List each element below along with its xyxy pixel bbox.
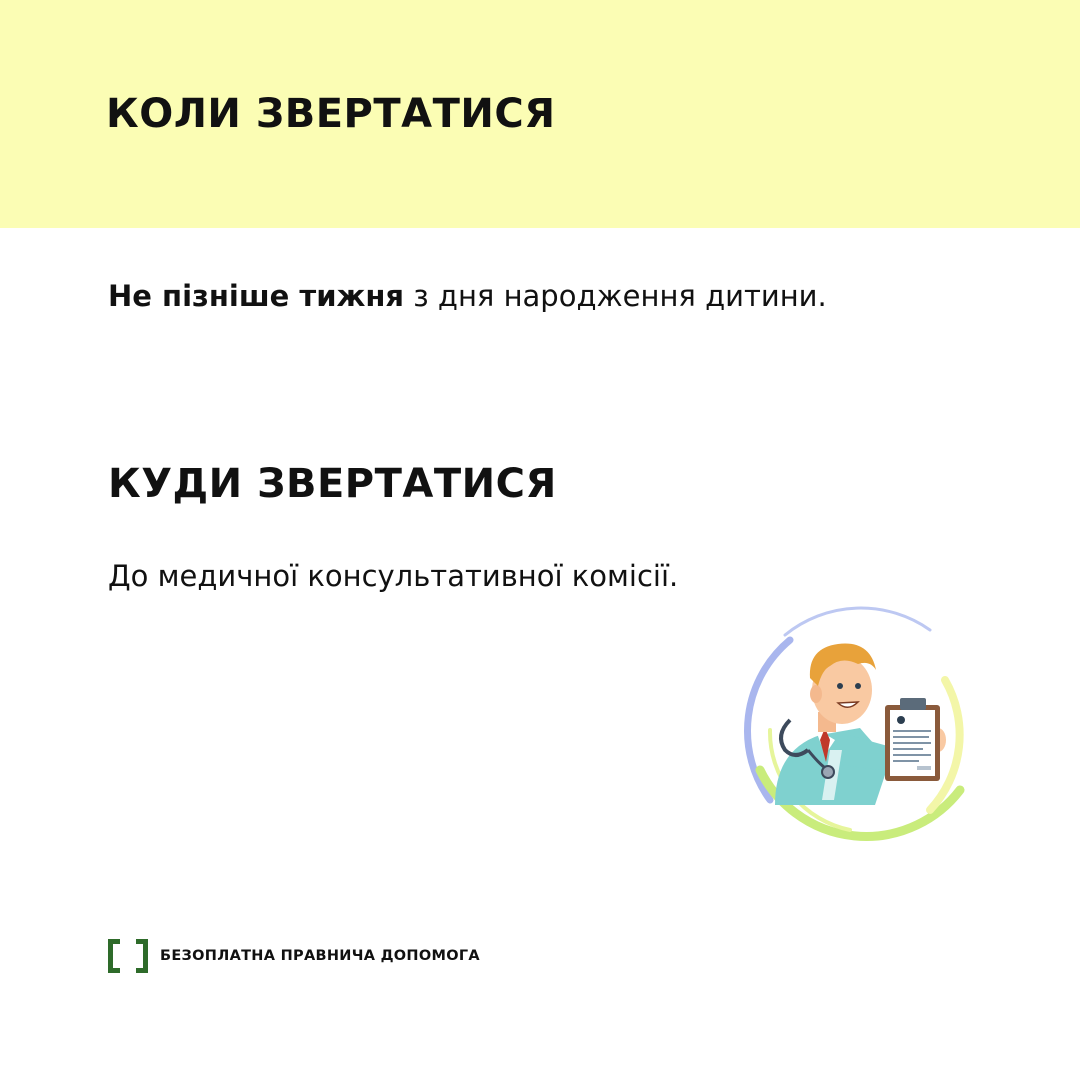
when-text-rest: з дня народження дитини. xyxy=(404,279,827,313)
bracket-logo-icon xyxy=(106,937,152,975)
when-text-bold: Не пізніше тижня xyxy=(108,279,405,313)
where-text: До медичної консультативної комісії. xyxy=(108,559,679,593)
heading-when: КОЛИ ЗВЕРТАТИСЯ xyxy=(106,91,556,137)
heading-where: КУДИ ЗВЕРТАТИСЯ xyxy=(108,461,557,507)
logo-text: БЕЗОПЛАТНА ПРАВНИЧА ДОПОМОГА xyxy=(160,948,480,964)
when-text xyxy=(108,276,827,316)
footer-logo xyxy=(106,936,480,976)
doctor-with-clipboard-icon xyxy=(730,600,980,850)
